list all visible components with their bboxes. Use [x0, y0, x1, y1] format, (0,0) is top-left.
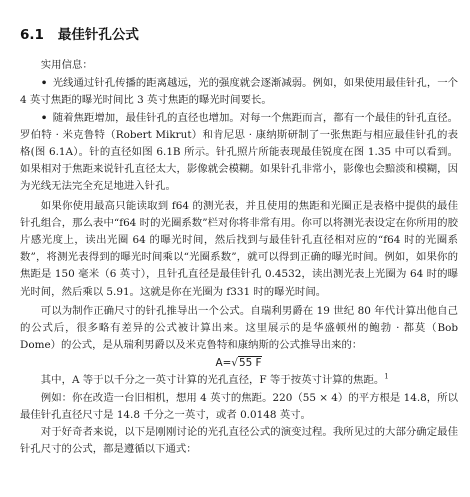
paragraph-formula-intro: 可以为制作正确尺寸的针孔推导出一个公式。自瑞利男爵在 19 世纪 80 年代计算出他自己的公式后，很多略有差异的公式被计算出来。这里展示的是华盛顿州的鲍勃 · 都莫（Bob Dome）的公式，是从瑞利男爵以及米克鲁特和康纳斯的公式推导出来的： — [20, 304, 458, 352]
bullet-dot-icon: • — [40, 111, 48, 124]
bullet-text: 光线通过针孔传播的距离越远，光的强度就会逐渐减弱。例如，如果使用最佳针孔，一个 4 英寸焦距的曝光时间比 3 英寸焦距的曝光时间要长。 — [20, 77, 458, 107]
variables-text: 其中，A 等于以千分之一英寸计算的光孔直径，F 等于按英寸计算的焦距。 — [40, 374, 385, 387]
footnote-marker: 1 — [384, 372, 389, 381]
section-number: 6.1 — [20, 27, 44, 43]
section-title: 最佳针孔公式 — [57, 27, 139, 43]
bullet-text: 随着焦距增加，最佳针孔的直径也增加。对每一个焦距而言，都有一个最佳的针孔直径。罗伯特 · 米克鲁特（Robert Mikrut）和肯尼思 · 康纳斯研制了一张焦距与相应最佳针孔的表格(图 6.1A）。针的直径如图 6.1B 所示。针孔照片所能表现最佳锐度在图 1.35 中可以看到。如果相对于焦距来说针孔直径太大，影像就会模糊。如果针孔非常小，影像也会黯淡和模糊，因为光线无法完全充足地进入针孔。 — [20, 111, 458, 193]
formula-lhs: A= — [215, 357, 232, 370]
info-label: 实用信息： — [40, 59, 93, 71]
paragraph-example: 例如：你在改造一台旧相机，想用 4 英寸的焦距。220（55 × 4）的平方根是 14.8，所以最佳针孔直径尺寸是 14.8 千分之一英寸，或者 0.0148 英寸。 — [20, 391, 458, 421]
paragraph-meter: 如果你使用最高只能读取到 f64 的测光表，并且使用的焦距和光圈正是表格中提供的最佳针孔组合，那么表中“f64 时的光圈系数”栏对你将非常有用。你可以将测光表设定在你所用的胶片感光度上，读出光圈 64 的曝光时间，然后找到与最佳针孔直径相对应的“f64 时的光圈系数”，将测光表得到的曝光时间乘以“光圈系数”，就可以得到正确的曝光时间。例如，如果你的焦距是 150 毫米（6 英寸），且针孔直径是最佳针孔 0.4532，读出测光表上光圈为 64 时的曝光时间，然后乘以 5.91。这就是你在光圈为 f331 时的曝光时间。 — [20, 199, 458, 298]
bullet-item — [20, 110, 458, 196]
pinhole-formula — [20, 356, 458, 370]
bullet-item — [20, 75, 458, 109]
formula-radical-icon: √ — [231, 357, 238, 370]
paragraph-variables — [20, 372, 458, 389]
paragraph-derivation: 对于好奇者来说，以下是刚刚讨论的光孔直径公式的演变过程。我所见过的大部分确定最佳针孔尺寸的公式，都是遵循以下通式： — [20, 426, 458, 456]
section-heading — [20, 26, 458, 44]
bullet-dot-icon: • — [40, 77, 48, 90]
formula-radicand: 55 F — [238, 357, 262, 370]
